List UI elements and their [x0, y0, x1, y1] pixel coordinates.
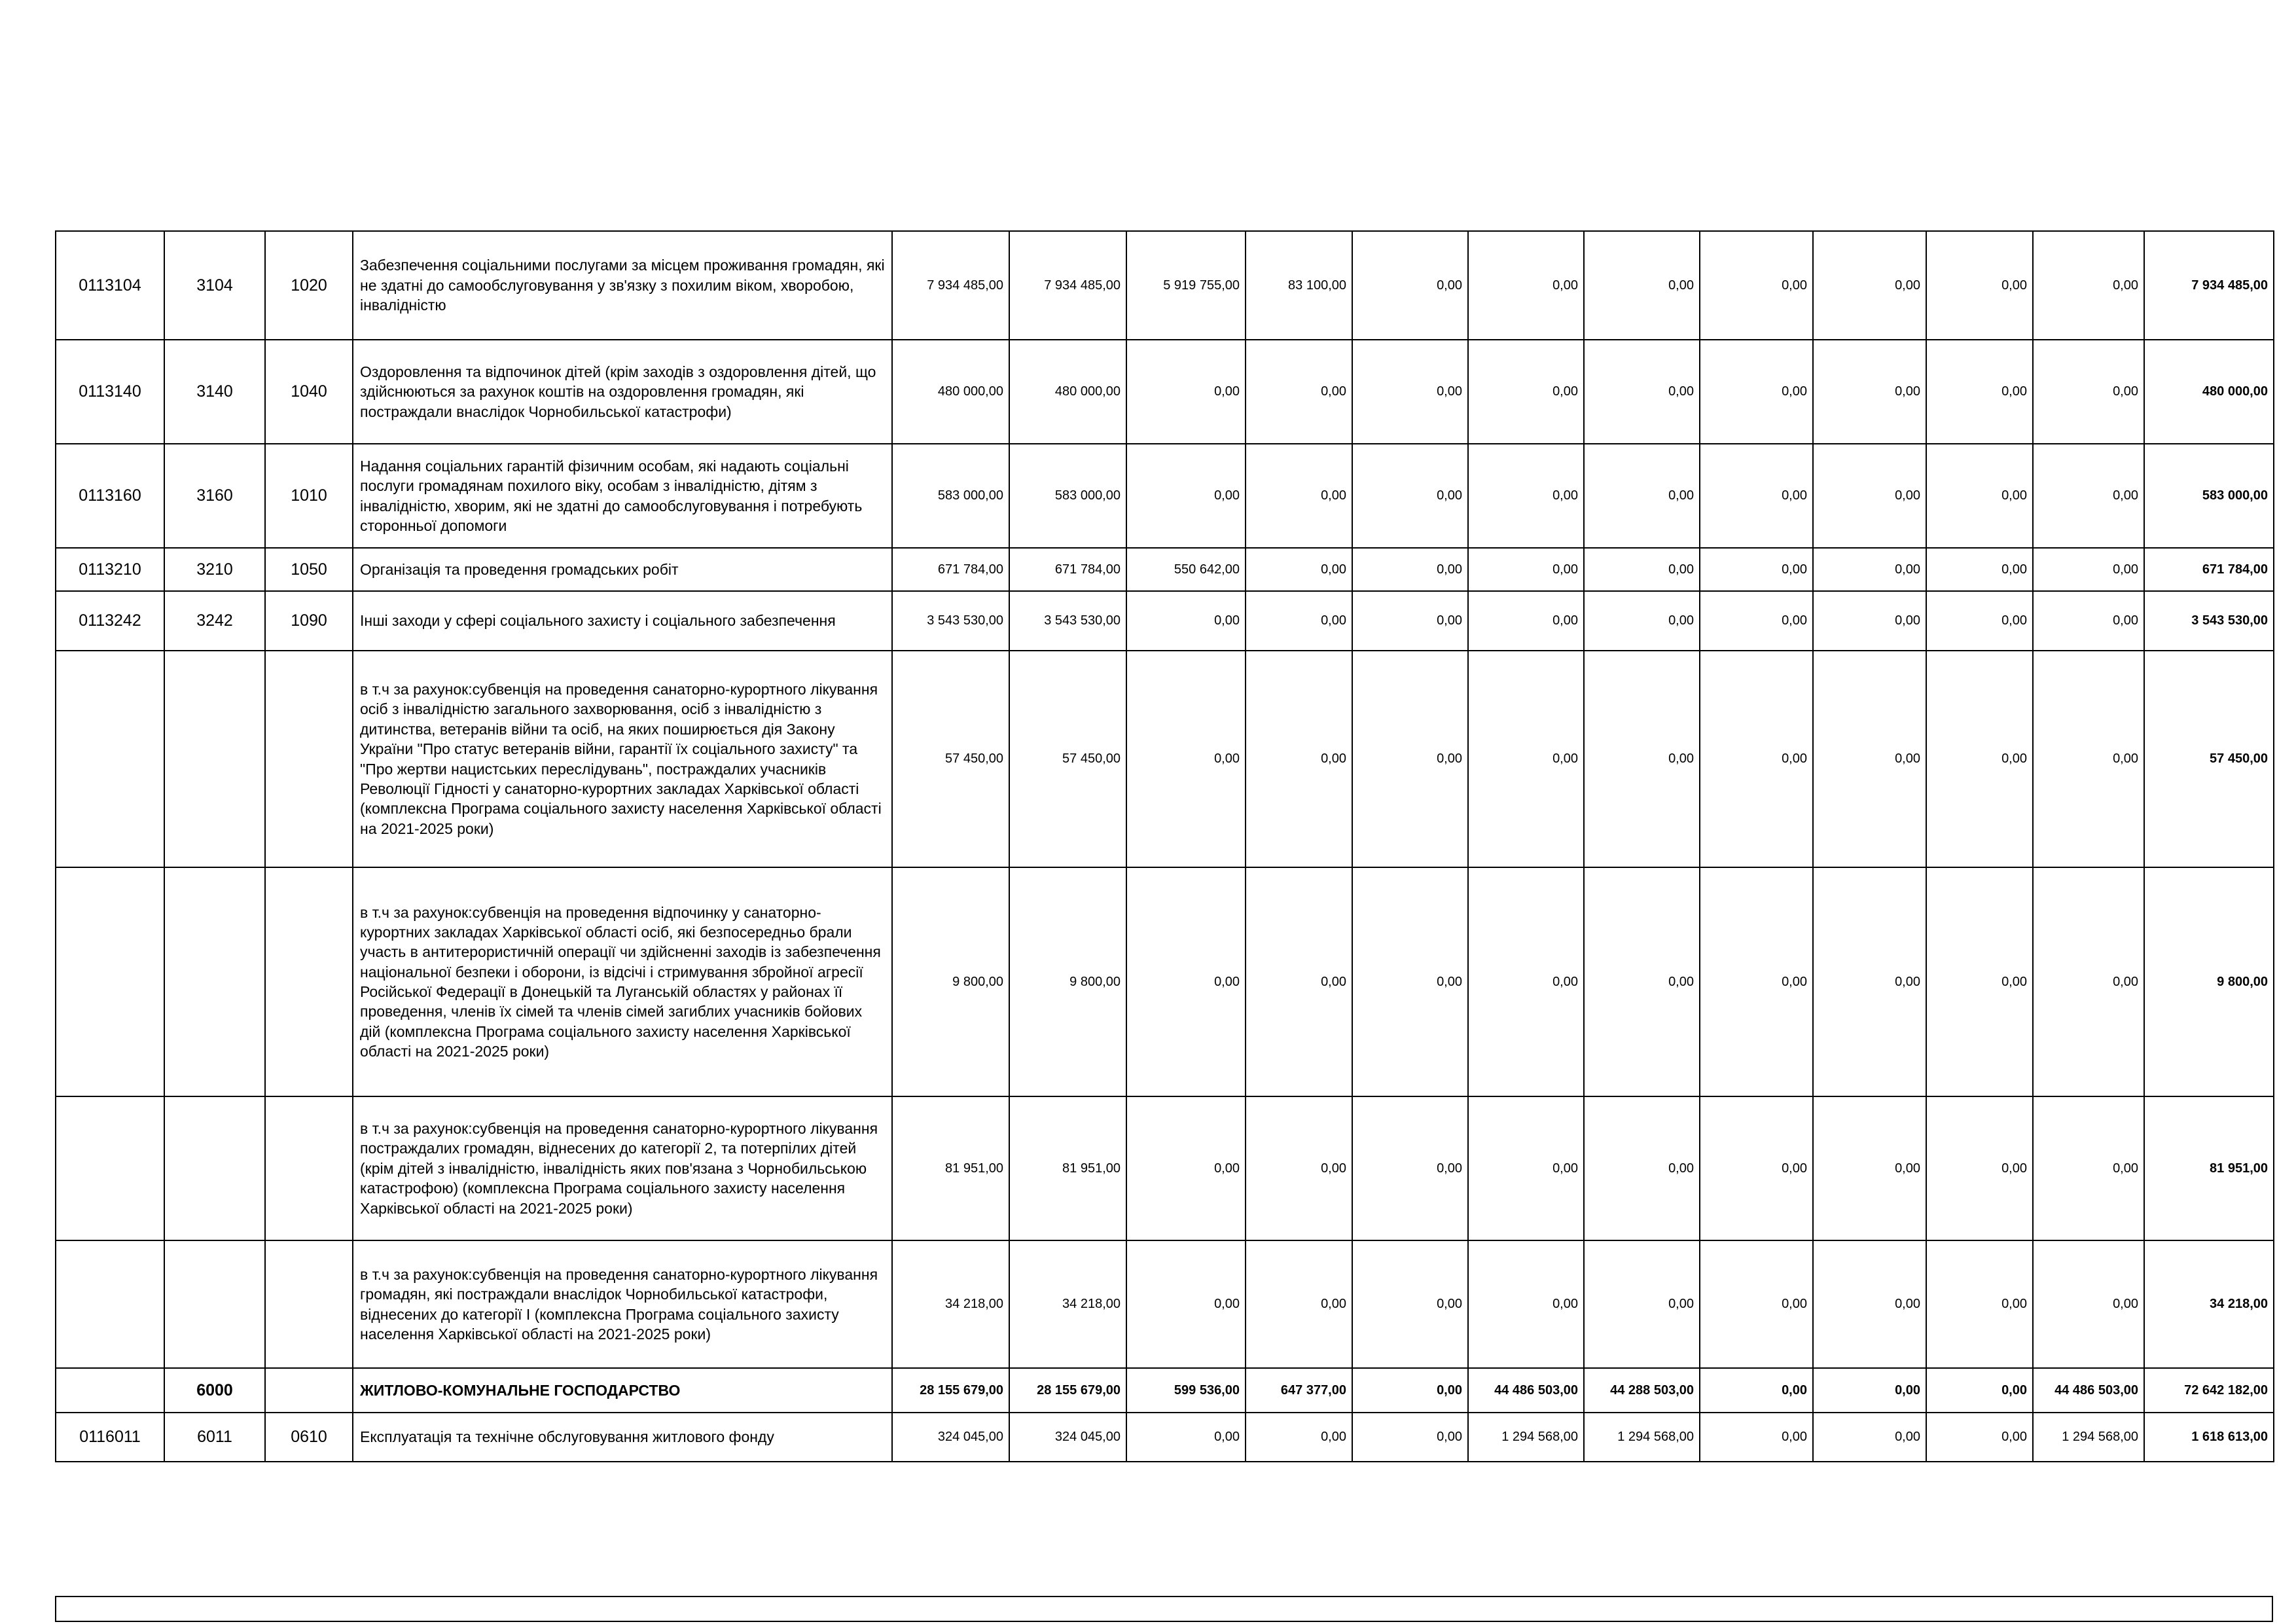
- program-name-cell: Організація та проведення громадських робіт: [353, 548, 892, 591]
- code-program-cell: 0113140: [56, 340, 164, 444]
- value-cell: 0,00: [1246, 444, 1352, 548]
- value-cell: 0,00: [1468, 1096, 1584, 1240]
- value-cell: 0,00: [1926, 651, 2033, 867]
- code-program-cell: [56, 867, 164, 1096]
- value-cell: 0,00: [2033, 231, 2144, 340]
- value-cell: 0,00: [1468, 548, 1584, 591]
- value-cell: 34 218,00: [2144, 1240, 2274, 1368]
- value-cell: 0,00: [1700, 1240, 1813, 1368]
- value-cell: 480 000,00: [2144, 340, 2274, 444]
- program-name-cell: в т.ч за рахунок:субвенція на проведення санаторно-курортного лікування постраждалих громадян, віднесених до категорії 2, та потерпілих дітей (крім дітей з інвалідністю, інвалідність яких пов'язана з Чорнобильською катастрофою) (комплексна Програма соціального захисту населення Харківської області на 2021-2025 роки): [353, 1096, 892, 1240]
- code-tpkvk-cell: 6000: [164, 1368, 265, 1413]
- value-cell: 0,00: [1352, 340, 1468, 444]
- value-cell: 0,00: [1246, 340, 1352, 444]
- value-cell: 583 000,00: [1009, 444, 1126, 548]
- program-name-cell: Експлуатація та технічне обслуговування житлового фонду: [353, 1413, 892, 1462]
- value-cell: 0,00: [2033, 444, 2144, 548]
- code-fkvk-cell: 1050: [265, 548, 353, 591]
- value-cell: 0,00: [1584, 444, 1700, 548]
- value-cell: 0,00: [1813, 1413, 1926, 1462]
- value-cell: 0,00: [1468, 231, 1584, 340]
- value-cell: 0,00: [1246, 867, 1352, 1096]
- value-cell: 34 218,00: [1009, 1240, 1126, 1368]
- value-cell: 0,00: [1926, 340, 2033, 444]
- table-row: [56, 591, 2274, 651]
- program-name-cell: в т.ч за рахунок:субвенція на проведення санаторно-курортного лікування осіб з інвалідністю загального захворювання, осіб з інвалідністю з дитинства, ветеранів війни та осіб, на яких поширюється дія Закону України "Про статус ветеранів війни, гарантії їх соціального захисту" та "Про жертви нацистських переслідувань", постраждалих учасників Революції Гідності у санаторно-курортних закладах Харківської області (комплексна Програма соціального захисту населення Харківської області на 2021-2025 роки): [353, 651, 892, 867]
- value-cell: 583 000,00: [892, 444, 1009, 548]
- value-cell: 0,00: [2033, 1096, 2144, 1240]
- value-cell: 0,00: [1700, 867, 1813, 1096]
- value-cell: 5 919 755,00: [1126, 231, 1246, 340]
- value-cell: 0,00: [1352, 591, 1468, 651]
- value-cell: 0,00: [1126, 1240, 1246, 1368]
- value-cell: 0,00: [1584, 651, 1700, 867]
- value-cell: 0,00: [1584, 591, 1700, 651]
- value-cell: 0,00: [1246, 651, 1352, 867]
- value-cell: 0,00: [1813, 867, 1926, 1096]
- code-tpkvk-cell: 3210: [164, 548, 265, 591]
- value-cell: 0,00: [1813, 231, 1926, 340]
- value-cell: 0,00: [1352, 1240, 1468, 1368]
- value-cell: 0,00: [1126, 591, 1246, 651]
- value-cell: 0,00: [1813, 548, 1926, 591]
- value-cell: 0,00: [1700, 340, 1813, 444]
- value-cell: 0,00: [1246, 548, 1352, 591]
- value-cell: 647 377,00: [1246, 1368, 1352, 1413]
- value-cell: 0,00: [1352, 1368, 1468, 1413]
- code-program-cell: 0113242: [56, 591, 164, 651]
- value-cell: 83 100,00: [1246, 231, 1352, 340]
- value-cell: 0,00: [2033, 867, 2144, 1096]
- code-program-cell: [56, 651, 164, 867]
- table-row: [56, 340, 2274, 444]
- value-cell: 0,00: [1584, 548, 1700, 591]
- value-cell: 28 155 679,00: [892, 1368, 1009, 1413]
- code-tpkvk-cell: [164, 1240, 265, 1368]
- value-cell: 9 800,00: [1009, 867, 1126, 1096]
- value-cell: 0,00: [1246, 1096, 1352, 1240]
- value-cell: 1 294 568,00: [2033, 1413, 2144, 1462]
- value-cell: 0,00: [1813, 1368, 1926, 1413]
- value-cell: 0,00: [1468, 867, 1584, 1096]
- value-cell: 0,00: [1584, 867, 1700, 1096]
- program-name-cell: Забезпечення соціальними послугами за місцем проживання громадян, які не здатні до самообслуговування у зв'язку з похилим віком, хворобою, інвалідністю: [353, 231, 892, 340]
- code-fkvk-cell: [265, 1368, 353, 1413]
- code-fkvk-cell: 0610: [265, 1413, 353, 1462]
- value-cell: 480 000,00: [892, 340, 1009, 444]
- value-cell: 0,00: [2033, 548, 2144, 591]
- code-program-cell: 0113104: [56, 231, 164, 340]
- table-row: [56, 1240, 2274, 1368]
- value-cell: 0,00: [1246, 1240, 1352, 1368]
- value-cell: 81 951,00: [2144, 1096, 2274, 1240]
- value-cell: 0,00: [1813, 444, 1926, 548]
- value-cell: 3 543 530,00: [892, 591, 1009, 651]
- value-cell: 0,00: [1468, 651, 1584, 867]
- value-cell: 0,00: [1352, 444, 1468, 548]
- value-cell: 0,00: [1926, 444, 2033, 548]
- budget-table: [55, 230, 2274, 1462]
- value-cell: 0,00: [1352, 867, 1468, 1096]
- value-cell: 0,00: [1700, 231, 1813, 340]
- value-cell: 0,00: [1126, 444, 1246, 548]
- value-cell: 0,00: [1352, 231, 1468, 340]
- value-cell: 7 934 485,00: [1009, 231, 1126, 340]
- value-cell: 324 045,00: [892, 1413, 1009, 1462]
- value-cell: 0,00: [1926, 1240, 2033, 1368]
- value-cell: 0,00: [1468, 340, 1584, 444]
- value-cell: 0,00: [2033, 1240, 2144, 1368]
- code-tpkvk-cell: 3242: [164, 591, 265, 651]
- code-fkvk-cell: [265, 1096, 353, 1240]
- table-body: [56, 231, 2274, 1462]
- value-cell: 34 218,00: [892, 1240, 1009, 1368]
- value-cell: 0,00: [1468, 444, 1584, 548]
- code-fkvk-cell: [265, 651, 353, 867]
- value-cell: 0,00: [1352, 1096, 1468, 1240]
- value-cell: 0,00: [1700, 548, 1813, 591]
- value-cell: 0,00: [1352, 548, 1468, 591]
- page-bottom-strip: [55, 1596, 2273, 1622]
- value-cell: 599 536,00: [1126, 1368, 1246, 1413]
- value-cell: 0,00: [1584, 1240, 1700, 1368]
- value-cell: 0,00: [1813, 651, 1926, 867]
- value-cell: 7 934 485,00: [892, 231, 1009, 340]
- value-cell: 0,00: [1468, 1240, 1584, 1368]
- value-cell: 0,00: [1700, 651, 1813, 867]
- value-cell: 1 294 568,00: [1468, 1413, 1584, 1462]
- value-cell: 81 951,00: [892, 1096, 1009, 1240]
- program-name-cell: Інші заходи у сфері соціального захисту і соціального забезпечення: [353, 591, 892, 651]
- table-row: [56, 1368, 2274, 1413]
- code-fkvk-cell: 1020: [265, 231, 353, 340]
- value-cell: 57 450,00: [892, 651, 1009, 867]
- table-row: [56, 444, 2274, 548]
- value-cell: 1 294 568,00: [1584, 1413, 1700, 1462]
- value-cell: 0,00: [1584, 340, 1700, 444]
- program-name-cell: в т.ч за рахунок:субвенція на проведення санаторно-курортного лікування громадян, які постраждали внаслідок Чорнобильської катастрофи, віднесених до категорії I (комплексна Програма соціального захисту населення Харківської області на 2021-2025 роки): [353, 1240, 892, 1368]
- code-tpkvk-cell: 3104: [164, 231, 265, 340]
- value-cell: 7 934 485,00: [2144, 231, 2274, 340]
- value-cell: 324 045,00: [1009, 1413, 1126, 1462]
- value-cell: 0,00: [1926, 1096, 2033, 1240]
- code-tpkvk-cell: [164, 867, 265, 1096]
- value-cell: 0,00: [1352, 1413, 1468, 1462]
- value-cell: 0,00: [1584, 231, 1700, 340]
- value-cell: 44 486 503,00: [2033, 1368, 2144, 1413]
- value-cell: 0,00: [2033, 591, 2144, 651]
- table-row: [56, 651, 2274, 867]
- code-fkvk-cell: 1090: [265, 591, 353, 651]
- value-cell: 28 155 679,00: [1009, 1368, 1126, 1413]
- value-cell: 44 486 503,00: [1468, 1368, 1584, 1413]
- program-name-cell: ЖИТЛОВО-КОМУНАЛЬНЕ ГОСПОДАРСТВО: [353, 1368, 892, 1413]
- value-cell: 81 951,00: [1009, 1096, 1126, 1240]
- value-cell: 0,00: [1584, 1096, 1700, 1240]
- value-cell: 0,00: [1926, 231, 2033, 340]
- value-cell: 0,00: [1926, 867, 2033, 1096]
- code-tpkvk-cell: 6011: [164, 1413, 265, 1462]
- value-cell: 0,00: [1813, 340, 1926, 444]
- value-cell: 0,00: [1246, 1413, 1352, 1462]
- value-cell: 0,00: [1700, 1368, 1813, 1413]
- value-cell: 44 288 503,00: [1584, 1368, 1700, 1413]
- table-row: [56, 1413, 2274, 1462]
- value-cell: 0,00: [1926, 591, 2033, 651]
- value-cell: 0,00: [1126, 340, 1246, 444]
- program-name-cell: в т.ч за рахунок:субвенція на проведення відпочинку у санаторно-курортних закладах Харківської області осіб, які безпосередньо брали участь в антитерористичній операції чи здійсненні заходів із забезпечення національної безпеки і оборони, із відсічі і стримування збройної агресії Російської Федерації в Донецькій та Луганській областях у районах її проведення, членів їх сімей та членів сімей загиблих учасників бойових дій (комплексна Програма соціального захисту населення Харківської області на 2021-2025 роки): [353, 867, 892, 1096]
- code-fkvk-cell: 1040: [265, 340, 353, 444]
- value-cell: 0,00: [1700, 591, 1813, 651]
- table-row: [56, 548, 2274, 591]
- code-tpkvk-cell: [164, 651, 265, 867]
- value-cell: 0,00: [1926, 1413, 2033, 1462]
- value-cell: 0,00: [1700, 1096, 1813, 1240]
- code-program-cell: 0113160: [56, 444, 164, 548]
- value-cell: 0,00: [1126, 651, 1246, 867]
- code-program-cell: 0116011: [56, 1413, 164, 1462]
- value-cell: 0,00: [1352, 651, 1468, 867]
- value-cell: 3 543 530,00: [2144, 591, 2274, 651]
- table-row: [56, 867, 2274, 1096]
- code-program-cell: [56, 1240, 164, 1368]
- value-cell: 671 784,00: [2144, 548, 2274, 591]
- value-cell: 9 800,00: [2144, 867, 2274, 1096]
- value-cell: 9 800,00: [892, 867, 1009, 1096]
- value-cell: 0,00: [1926, 1368, 2033, 1413]
- code-program-cell: [56, 1368, 164, 1413]
- value-cell: 0,00: [1468, 591, 1584, 651]
- value-cell: 0,00: [1700, 444, 1813, 548]
- value-cell: 671 784,00: [1009, 548, 1126, 591]
- value-cell: 671 784,00: [892, 548, 1009, 591]
- value-cell: 0,00: [1126, 1413, 1246, 1462]
- value-cell: 0,00: [2033, 340, 2144, 444]
- value-cell: 0,00: [1126, 867, 1246, 1096]
- value-cell: 0,00: [1813, 591, 1926, 651]
- program-name-cell: Оздоровлення та відпочинок дітей (крім заходів з оздоровлення дітей, що здійснюються за рахунок коштів на оздоровлення громадян, які постраждали внаслідок Чорнобильської катастрофи): [353, 340, 892, 444]
- code-program-cell: 0113210: [56, 548, 164, 591]
- code-tpkvk-cell: 3140: [164, 340, 265, 444]
- code-fkvk-cell: [265, 1240, 353, 1368]
- value-cell: 0,00: [2033, 651, 2144, 867]
- value-cell: 550 642,00: [1126, 548, 1246, 591]
- value-cell: 480 000,00: [1009, 340, 1126, 444]
- value-cell: 0,00: [1813, 1096, 1926, 1240]
- value-cell: 0,00: [1126, 1096, 1246, 1240]
- value-cell: 3 543 530,00: [1009, 591, 1126, 651]
- value-cell: 57 450,00: [2144, 651, 2274, 867]
- value-cell: 0,00: [1813, 1240, 1926, 1368]
- code-program-cell: [56, 1096, 164, 1240]
- table-row: [56, 231, 2274, 340]
- value-cell: 583 000,00: [2144, 444, 2274, 548]
- code-tpkvk-cell: [164, 1096, 265, 1240]
- code-fkvk-cell: [265, 867, 353, 1096]
- value-cell: 57 450,00: [1009, 651, 1126, 867]
- code-tpkvk-cell: 3160: [164, 444, 265, 548]
- value-cell: 1 618 613,00: [2144, 1413, 2274, 1462]
- code-fkvk-cell: 1010: [265, 444, 353, 548]
- value-cell: 72 642 182,00: [2144, 1368, 2274, 1413]
- value-cell: 0,00: [1246, 591, 1352, 651]
- program-name-cell: Надання соціальних гарантій фізичним особам, які надають соціальні послуги громадянам похилого віку, особам з інвалідністю, дітям з інвалідністю, хворим, які не здатні до самообслуговування і потребують сторонньої допомоги: [353, 444, 892, 548]
- value-cell: 0,00: [1926, 548, 2033, 591]
- value-cell: 0,00: [1700, 1413, 1813, 1462]
- table-row: [56, 1096, 2274, 1240]
